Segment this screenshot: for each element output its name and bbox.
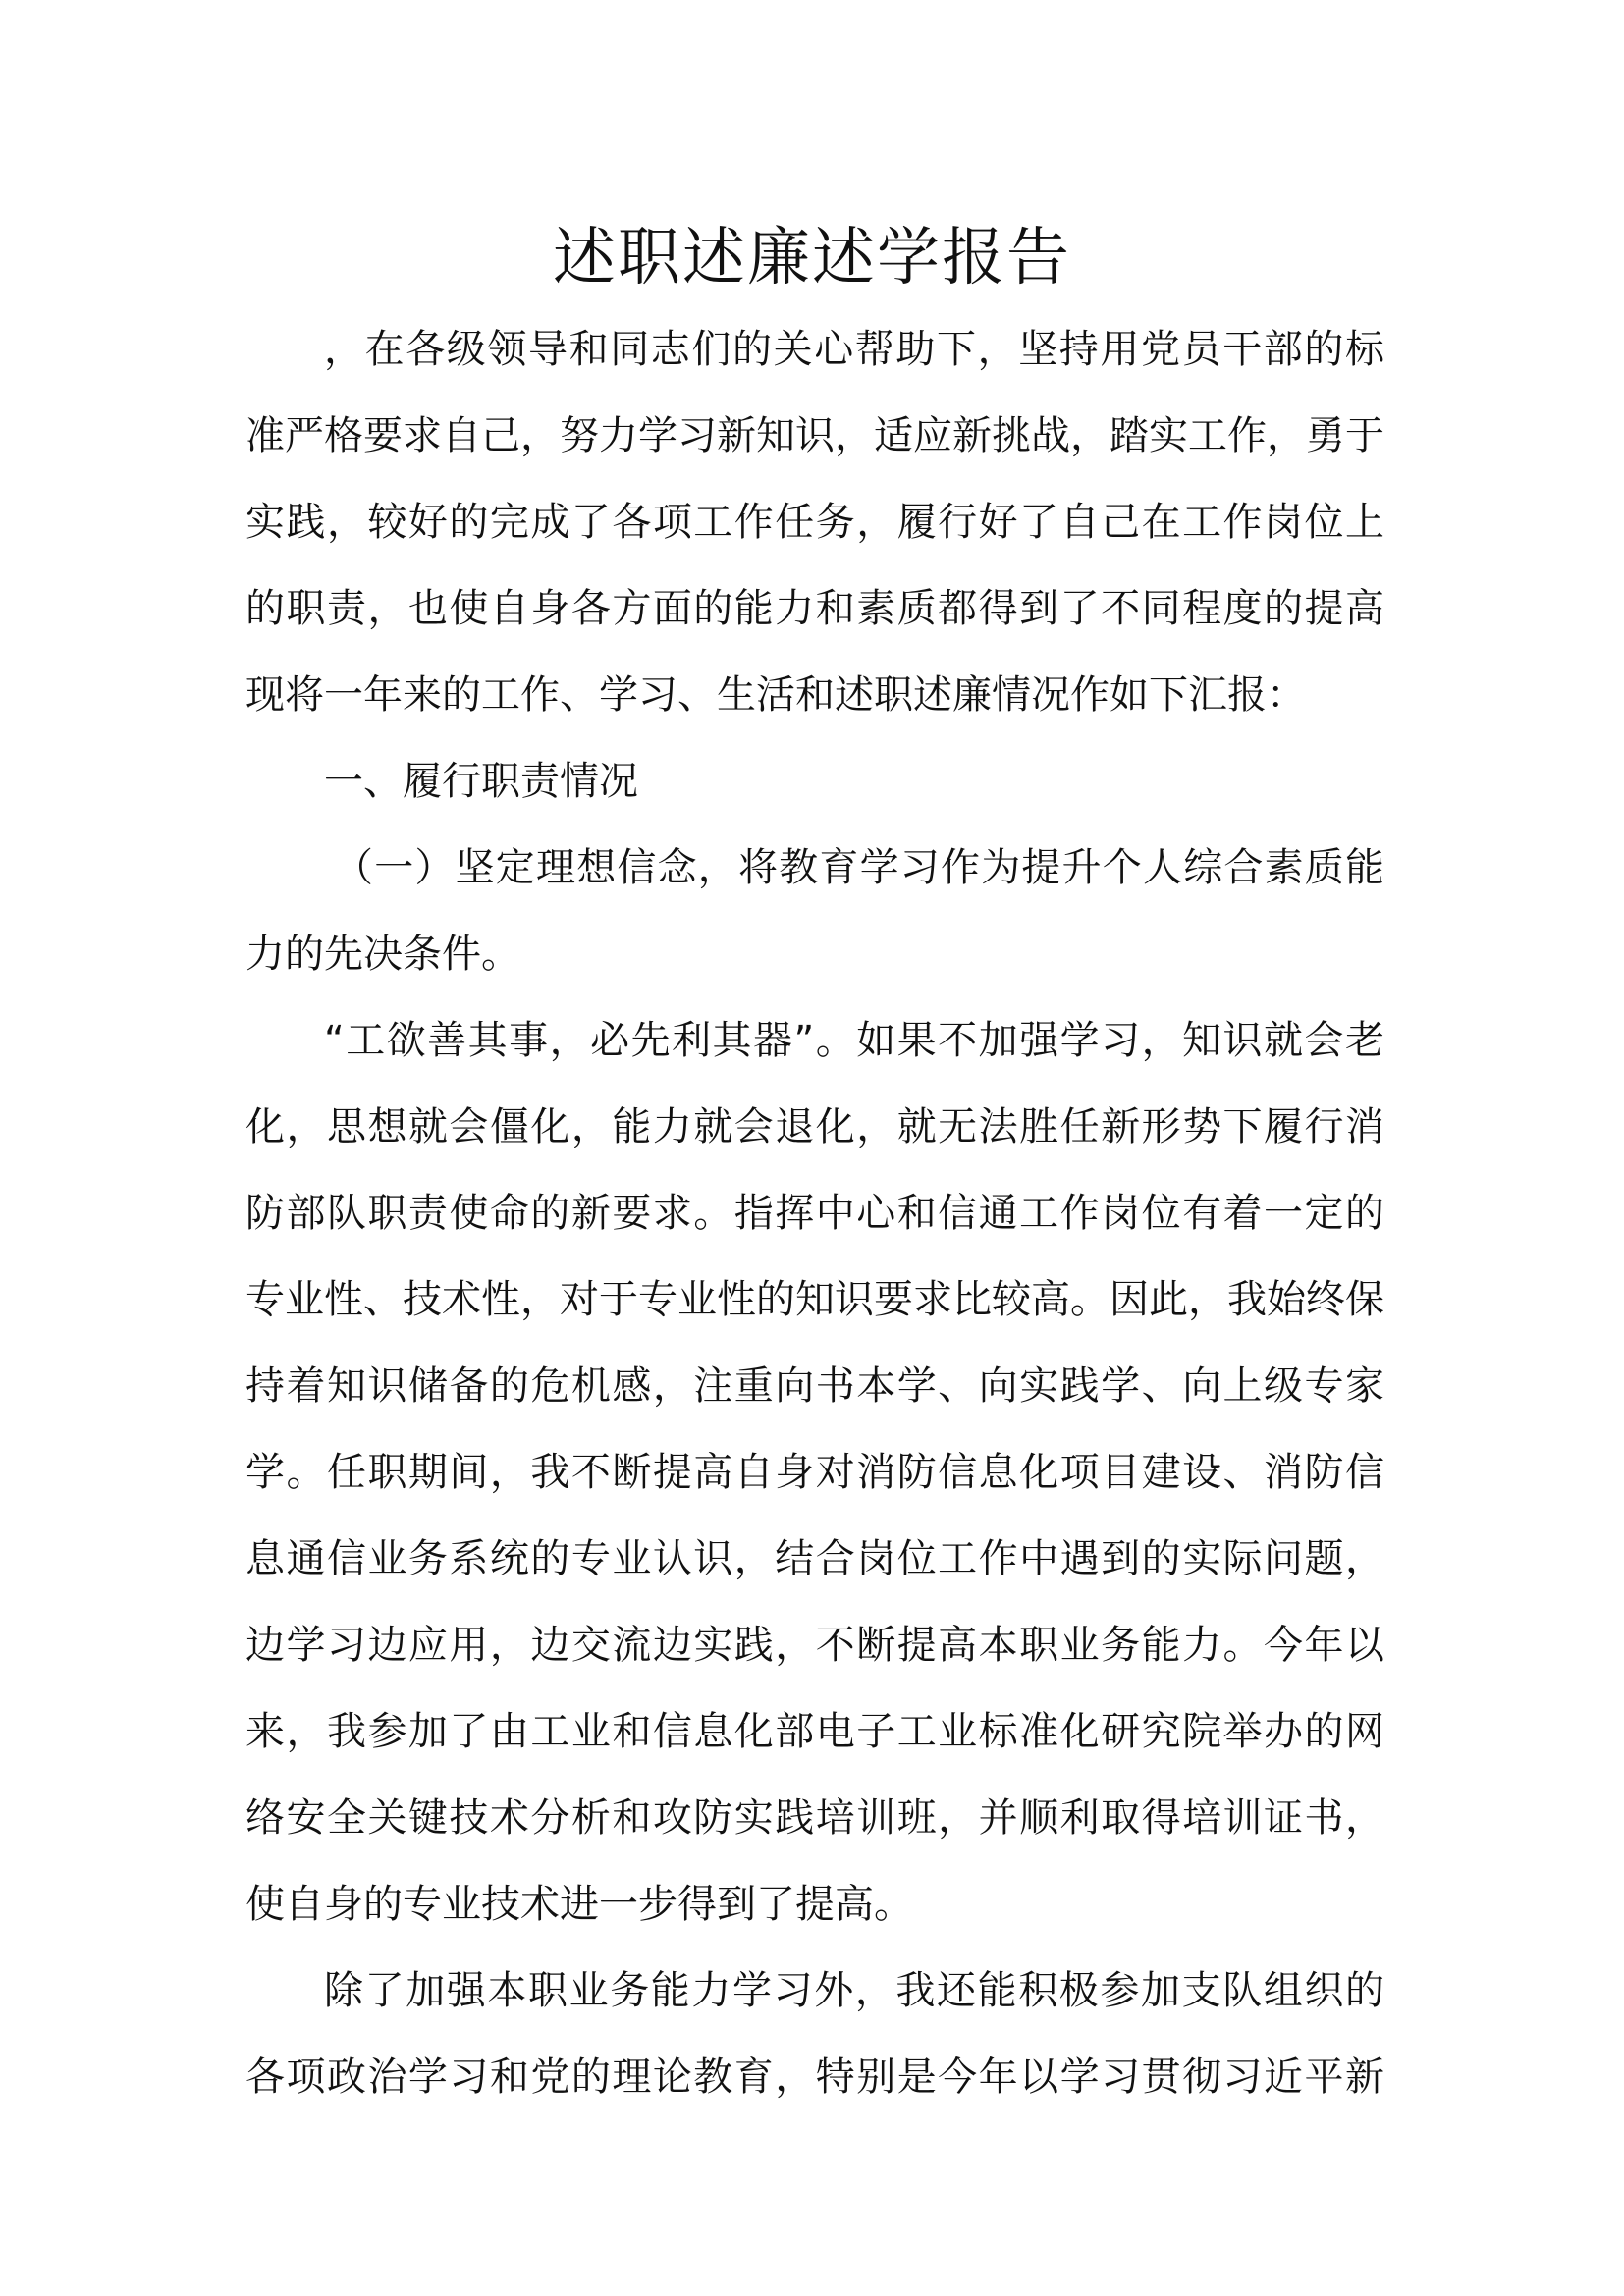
paragraph-line: 来，我参加了由工业和信息化部电子工业标准化研究院举办的网 (245, 1709, 1384, 1754)
document-title: 述职述廉述学报告 (553, 222, 1071, 294)
paragraph-line: 化，思想就会僵化，能力就会退化，就无法胜任新形势下履行消 (245, 1104, 1384, 1149)
paragraph-line: 准严格要求自己，努力学习新知识，适应新挑战，踏实工作，勇于 (245, 413, 1384, 458)
paragraph-line: 边学习边应用，边交流边实践，不断提高本职业务能力。今年以 (245, 1623, 1384, 1668)
paragraph-line: 防部队职责使命的新要求。指挥中心和信通工作岗位有着一定的 (245, 1191, 1384, 1236)
paragraph-line: 现将一年来的工作、学习、生活和述职述廉情况作如下汇报： (245, 672, 1306, 718)
subsection-heading-line: （一）坚定理想信念，将教育学习作为提升个人综合素质能 (334, 845, 1384, 890)
paragraph-line: 实践，较好的完成了各项工作任务，履行好了自己在工作岗位上 (245, 500, 1384, 545)
paragraph-line: ，在各级领导和同志们的关心帮助下，坚持用党员干部的标 (324, 327, 1384, 372)
document-body (245, 306, 1384, 2120)
paragraph-line: 专业性、技术性，对于专业性的知识要求比较高。因此，我始终保 (245, 1277, 1384, 1322)
paragraph-line: 息通信业务系统的专业认识，结合岗位工作中遇到的实际问题， (245, 1536, 1384, 1581)
paragraph-line: 除了加强本职业务能力学习外，我还能积极参加支队组织的 (324, 1968, 1384, 2013)
section-heading: 一、履行职责情况 (324, 759, 638, 804)
paragraph-line: 使自身的专业技术进一步得到了提高。 (245, 1882, 913, 1927)
paragraph-line: 各项政治学习和党的理论教育，特别是今年以学习贯彻习近平新 (245, 2055, 1384, 2100)
paragraph-line: 学。任职期间，我不断提高自身对消防信息化项目建设、消防信 (245, 1450, 1384, 1495)
paragraph-line: 持着知识储备的危机感，注重向书本学、向实践学、向上级专家 (245, 1363, 1384, 1409)
subsection-heading-line: 力的先决条件。 (245, 932, 520, 977)
paragraph-line: “工欲善其事，必先利其器”。如果不加强学习，知识就会老 (324, 1018, 1384, 1063)
paragraph-line: 络安全关键技术分析和攻防实践培训班，并顺利取得培训证书， (245, 1795, 1384, 1841)
paragraph-line: 的职责，也使自身各方面的能力和素质都得到了不同程度的提高 (245, 586, 1384, 631)
